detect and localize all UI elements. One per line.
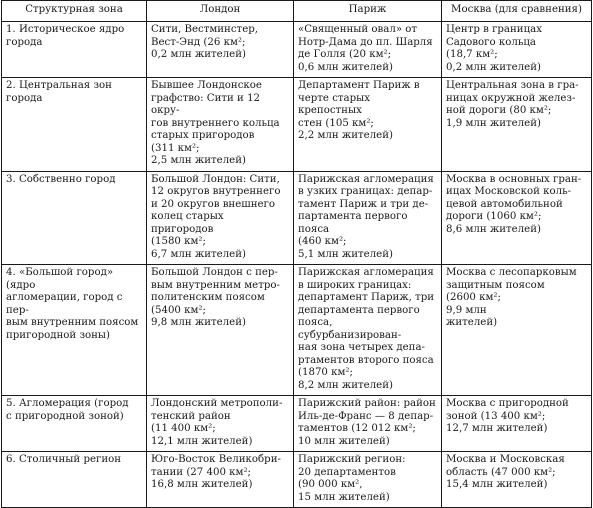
london-cell: Бывшее Лондонское графство: Сити и 12 окру- гов внутреннего кольца старых пригородов (311 км²; 2,5 млн жителей) (147, 78, 294, 172)
header-paris: Париж (294, 1, 442, 22)
header-zone: Структурная зона (2, 1, 147, 22)
table-row (2, 22, 592, 78)
paris-cell: Департамент Париж в черте старых крепостных стен (105 км²; 2,2 млн жителей) (294, 78, 442, 172)
city-zones-table (1, 0, 592, 508)
london-cell: Сити, Вестминстер, Вест-Энд (26 км²; 0,2 млн жителей) (147, 22, 294, 78)
table-row (2, 78, 592, 172)
table-row (2, 171, 592, 265)
london-cell: Юго-Восток Великобри- тании (27 400 км²; 16,8 млн жителей) (147, 452, 294, 508)
london-cell: Большой Лондон: Сити, 12 округов внутреннего и 20 округов внешнего колец старых пригородов (1580 км²; 6,7 млн жителей) (147, 171, 294, 265)
zone-cell: 3. Собственно город (2, 171, 147, 265)
paris-cell: Парижская агломерация в широких границах: департамент Париж, три департамента первого пояса, субурбанизирован- ная зона четырех депа- ртаментов второго пояса (1870 км²; 8,2 млн жителей) (294, 265, 442, 396)
london-cell: Лондонский метрополи- тенский район (11 400 км²; 12,1 млн жителей) (147, 396, 294, 452)
header-moscow: Москва (для сравнения) (442, 1, 592, 22)
moscow-cell: Центр в границах Садового кольца (18,7 км²; 0,2 млн жителей) (442, 22, 592, 78)
moscow-cell: Москва и Московская область (47 000 км²; 15,4 млн жителей) (442, 452, 592, 508)
paris-cell: Парижский район: район Иль-де-Франс — 8 депар- таментов (12 012 км²; 10 млн жителей) (294, 396, 442, 452)
zone-cell: 2. Центральная зон города (2, 78, 147, 172)
moscow-cell: Москва с лесопарковым защитным поясом (2600 км²; 9,9 млн жителей) (442, 265, 592, 396)
table-row (2, 265, 592, 396)
table-row (2, 396, 592, 452)
header-london: Лондон (147, 1, 294, 22)
table-row (2, 452, 592, 508)
moscow-cell: Центральная зона в гра- ницах окружной желез- ной дороги (80 км²; 1,9 млн жителей) (442, 78, 592, 172)
table-header-row (2, 1, 592, 22)
london-cell: Большой Лондон с пер- вым внутренним метро- политенским поясом (5400 км²; 9,8 млн жителей) (147, 265, 294, 396)
zone-cell: 6. Столичный регион (2, 452, 147, 508)
paris-cell: Парижская агломерация в узких границах: депар- тамент Париж и три де- партамента первого пояса (460 км²; 5,1 млн жителей) (294, 171, 442, 265)
moscow-cell: Москва с пригородной зоной (13 400 км²; 12,7 млн жителей) (442, 396, 592, 452)
zone-cell: 1. Историческое ядро города (2, 22, 147, 78)
moscow-cell: Москва в основных гран- ицах Московской коль- цевой автомобильной дороги (1060 км²; 8,6 млн жителей) (442, 171, 592, 265)
paris-cell: Парижский регион: 20 департаментов (90 000 км², 15 млн жителей) (294, 452, 442, 508)
zone-cell: 5. Агломерация (город с пригородной зоной) (2, 396, 147, 452)
zone-cell: 4. «Большой город» (ядро агломерации, город с пер- вым внутренним поясом пригородной зоны) (2, 265, 147, 396)
paris-cell: «Священный овал» от Нотр-Дама до пл. Шарля де Голля (20 км²; 0,6 млн жителей) (294, 22, 442, 78)
